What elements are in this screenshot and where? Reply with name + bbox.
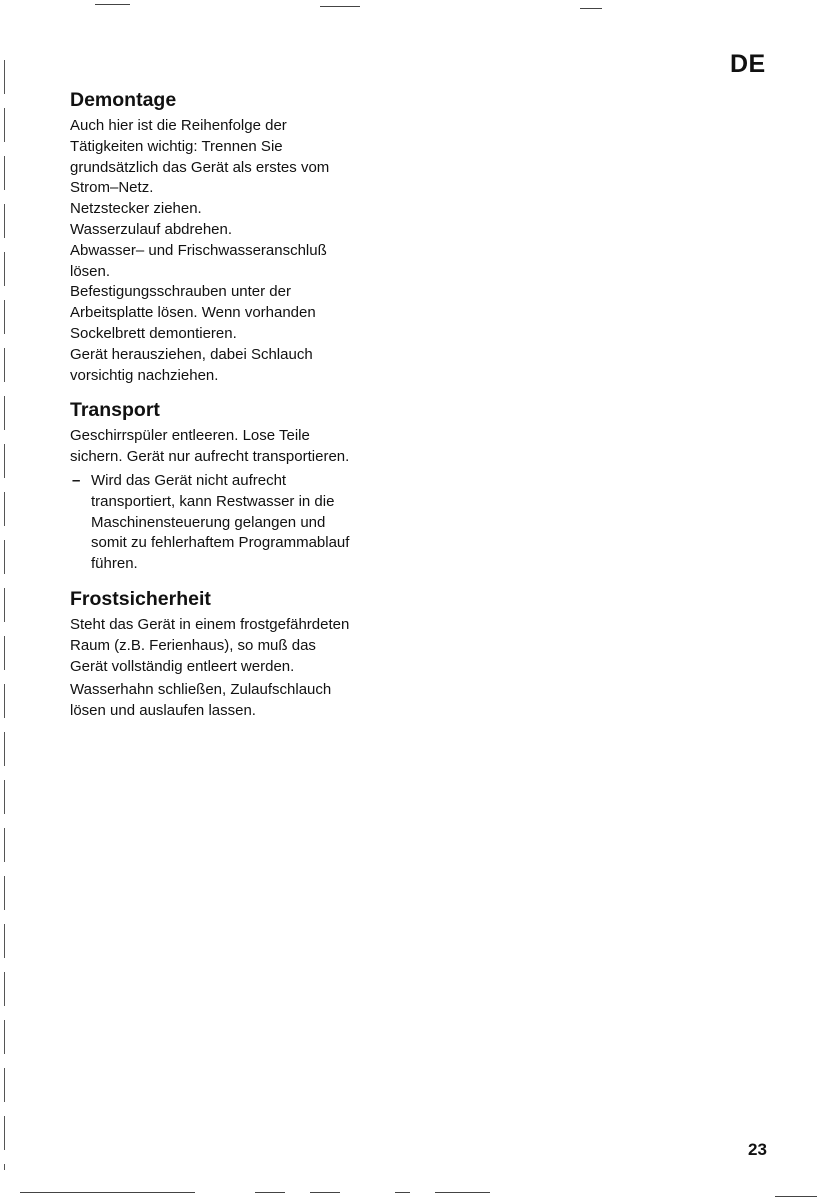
bullet-text: Wird das Gerät nicht aufrecht transportiert, kann Restwasser in die Maschinensteuerung gelangen und somit zu fehlerhaftem Programmablauf führen. — [91, 471, 350, 573]
scan-edge-line — [395, 1192, 410, 1193]
section-paragraph: Geschirrspüler entleeren. Lose Teile sichern. Gerät nur aufrecht transportieren. — [70, 427, 350, 466]
scan-edge-line — [320, 6, 360, 7]
page-content — [70, 88, 415, 722]
scan-edge-line — [20, 1192, 195, 1193]
scan-edge-line — [255, 1192, 285, 1193]
section-demontage — [70, 88, 415, 386]
section-heading: Demontage — [70, 89, 177, 111]
dash-bullet-icon: – — [72, 471, 81, 489]
scan-edge-line — [775, 1196, 817, 1197]
section-transport — [70, 398, 415, 575]
section-paragraph: Wasserhahn schließen, Zulaufschlauch lösen und auslaufen lassen. — [70, 681, 332, 720]
language-tag: DE — [730, 50, 766, 78]
scan-edge-line — [310, 1192, 340, 1193]
scan-edge-line — [4, 60, 5, 1170]
bullet-item — [70, 471, 415, 575]
section-frostsicherheit — [70, 587, 415, 722]
section-paragraph: Steht das Gerät in einem frostgefährdeten Raum (z.B. Ferienhaus), so muß das Gerät vollständig entleert werden. — [70, 615, 350, 675]
scan-edge-line — [435, 1192, 490, 1193]
section-heading: Transport — [70, 399, 160, 422]
section-heading: Frostsicherheit — [70, 587, 211, 610]
scan-edge-line — [580, 8, 602, 9]
scan-edge-line — [95, 4, 130, 5]
page-number: 23 — [748, 1140, 767, 1159]
section-paragraph: Auch hier ist die Reihenfolge der Tätigkeiten wichtig: Trennen Sie grundsätzlich das Gerät als erstes vom Strom–Netz. Netzstecker ziehen. Wasserzulauf abdrehen. Abwasser– und Frischwasseranschluß lösen. Befestigungsschrauben unter der Arbeitsplatte lösen. Wenn vorhanden Sockelbrett demontieren. Gerät herausziehen, dabei Schlauch vorsichtig nachziehen. — [70, 117, 330, 384]
